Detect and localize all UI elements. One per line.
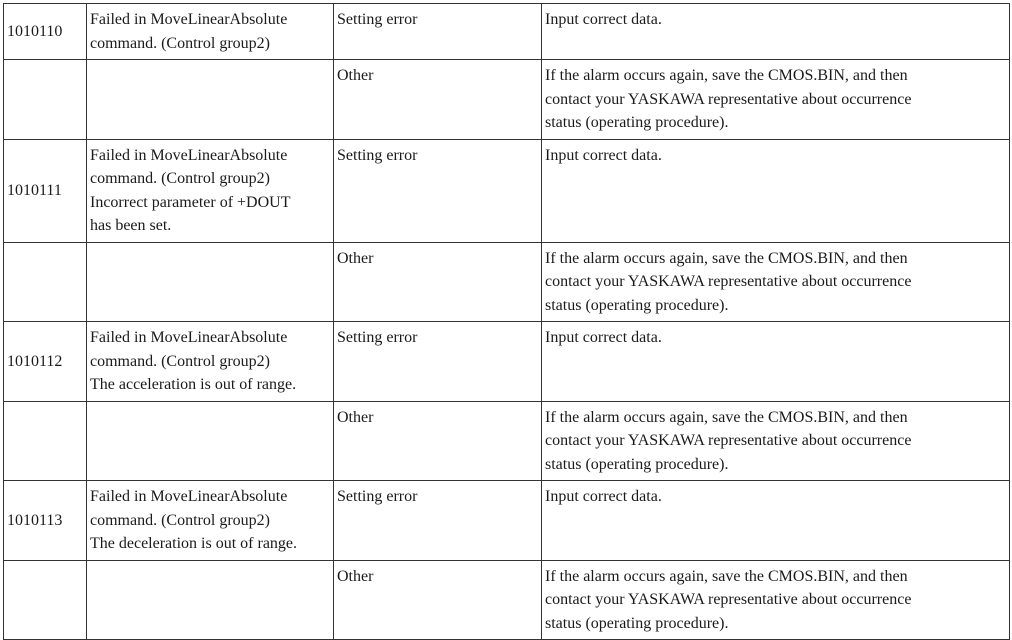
- description-line: The deceleration is out of range.: [90, 535, 298, 552]
- description-line: Failed in MoveLinearAbsolute: [90, 146, 288, 164]
- table-row: [4, 139, 1010, 242]
- table-row: [4, 242, 1010, 322]
- description-line: command. (Control group2): [90, 511, 270, 529]
- table-row: [4, 60, 1010, 140]
- description-line: Incorrect parameter of +DOUT: [90, 193, 291, 211]
- alarm-description-cell: [87, 60, 334, 140]
- description-line: command. (Control group2): [90, 170, 270, 187]
- remedy-line: status (operating procedure).: [545, 114, 729, 131]
- alarm-description-cell: [87, 322, 334, 402]
- cause-cell: Setting error: [334, 4, 542, 60]
- cause-cell: Setting error: [334, 481, 542, 561]
- alarm-description-cell: [87, 401, 334, 481]
- remedy-line: status (operating procedure).: [545, 296, 729, 314]
- cause-cell: Other: [334, 560, 542, 640]
- description-line: command. (Control group2): [90, 34, 270, 52]
- remedy-line: If the alarm occurs again, save the CMOS.BIN, and then: [545, 67, 908, 84]
- alarm-table-body: [4, 4, 1010, 640]
- cause-cell: Setting error: [334, 322, 542, 402]
- remedy-line: If the alarm occurs again, save the CMOS.BIN, and then: [545, 567, 908, 585]
- cause-cell: Setting error: [334, 139, 542, 242]
- remedy-cell: [542, 401, 1010, 481]
- table-row: [4, 560, 1010, 640]
- remedy-cell: [542, 481, 1010, 561]
- table-row: [4, 322, 1010, 402]
- alarm-code-cell: [4, 401, 87, 481]
- alarm-description-cell: [87, 139, 334, 242]
- table-row: [4, 4, 1010, 60]
- table-row: [4, 481, 1010, 561]
- remedy-line: Input correct data.: [545, 488, 662, 505]
- remedy-line: If the alarm occurs again, save the CMOS.BIN, and then: [545, 249, 908, 267]
- alarm-table: [3, 3, 1010, 640]
- description-line: Failed in MoveLinearAbsolute: [90, 329, 288, 346]
- table-row: [4, 401, 1010, 481]
- alarm-code-cell: [4, 60, 87, 140]
- remedy-line: Input correct data.: [545, 329, 662, 346]
- remedy-cell: [542, 4, 1010, 60]
- description-line: has been set.: [90, 217, 172, 234]
- alarm-code-cell: [4, 560, 87, 640]
- alarm-description-cell: [87, 560, 334, 640]
- cause-cell: Other: [334, 60, 542, 140]
- remedy-cell: [542, 242, 1010, 322]
- remedy-line: status (operating procedure).: [545, 614, 729, 632]
- description-line: command. (Control group2): [90, 352, 270, 370]
- alarm-code-cell: 1010110: [4, 4, 87, 60]
- alarm-code-cell: [4, 242, 87, 322]
- alarm-code-cell: 1010112: [4, 322, 87, 402]
- alarm-description-cell: [87, 242, 334, 322]
- alarm-description-cell: [87, 481, 334, 561]
- cause-cell: Other: [334, 242, 542, 322]
- remedy-cell: [542, 139, 1010, 242]
- remedy-line: contact your YASKAWA representative about occurrence: [545, 432, 912, 449]
- description-line: Failed in MoveLinearAbsolute: [90, 11, 288, 28]
- remedy-line: Input correct data.: [545, 11, 662, 28]
- remedy-line: contact your YASKAWA representative about occurrence: [545, 591, 912, 608]
- description-line: The acceleration is out of range.: [90, 376, 297, 393]
- alarm-code-cell: 1010113: [4, 481, 87, 561]
- remedy-line: contact your YASKAWA representative about occurrence: [545, 90, 912, 108]
- remedy-line: Input correct data.: [545, 146, 662, 164]
- remedy-line: status (operating procedure).: [545, 455, 729, 473]
- remedy-line: If the alarm occurs again, save the CMOS.BIN, and then: [545, 408, 908, 426]
- remedy-cell: [542, 322, 1010, 402]
- alarm-description-cell: [87, 4, 334, 60]
- remedy-line: contact your YASKAWA representative about occurrence: [545, 273, 912, 290]
- description-line: Failed in MoveLinearAbsolute: [90, 488, 288, 505]
- alarm-code-cell: 1010111: [4, 139, 87, 242]
- cause-cell: Other: [334, 401, 542, 481]
- remedy-cell: [542, 560, 1010, 640]
- remedy-cell: [542, 60, 1010, 140]
